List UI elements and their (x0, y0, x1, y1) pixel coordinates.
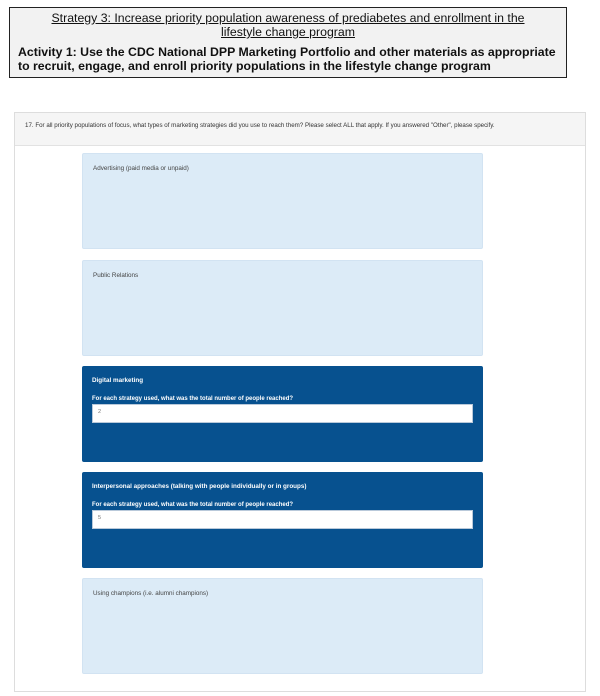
people-reached-label: For each strategy used, what was the total number of people reached? (92, 396, 294, 402)
option-using-champions[interactable] (82, 578, 483, 674)
option-label: Advertising (paid media or unpaid) (93, 165, 189, 172)
people-reached-label: For each strategy used, what was the total number of people reached? (92, 502, 294, 508)
question-text: 17. For all priority populations of focus, what types of marketing strategies did you use to reach them? Please select ALL that apply. If you answered "Other", please specify. (15, 113, 585, 146)
option-advertising[interactable] (82, 153, 483, 249)
option-label: Public Relations (93, 272, 139, 279)
option-label: Digital marketing (92, 377, 144, 384)
option-label: Interpersonal approaches (talking with people individually or in groups) (92, 483, 307, 490)
option-digital-marketing[interactable] (82, 366, 483, 462)
option-public-relations[interactable] (82, 260, 483, 356)
option-label: Using champions (i.e. alumni champions) (93, 590, 209, 597)
people-reached-input[interactable]: 5 (92, 510, 473, 529)
activity-title: Activity 1: Use the CDC National DPP Marketing Portfolio and other materials as appropriate to recruit, engage, and enroll priority populations in the lifestyle change program (18, 45, 556, 73)
survey-question-panel (14, 112, 586, 692)
strategy-title: Strategy 3: Increase priority population awareness of prediabetes and enrollment in the lifestyle change program (51, 11, 525, 39)
strategy-header-box (9, 7, 567, 78)
people-reached-input[interactable]: 2 (92, 404, 473, 423)
option-interpersonal-approaches[interactable] (82, 472, 483, 568)
